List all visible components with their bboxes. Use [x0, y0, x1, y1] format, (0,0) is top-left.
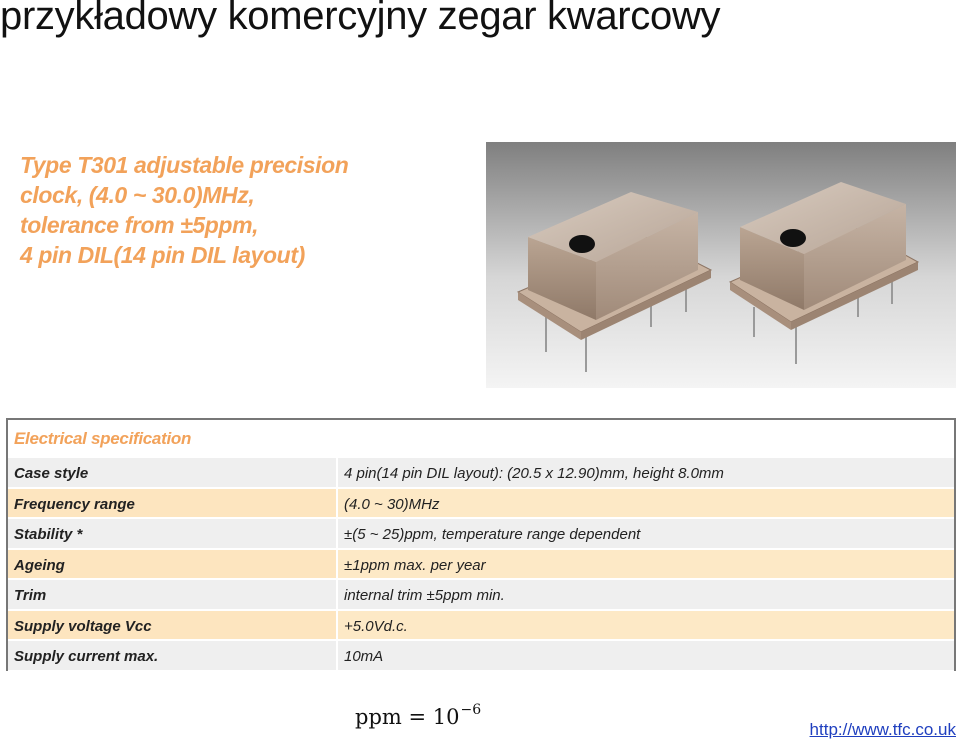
- spec-label: Trim: [8, 578, 336, 609]
- table-row: [8, 456, 954, 487]
- formula-base: 10: [432, 705, 460, 729]
- spec-label: Case style: [8, 456, 336, 487]
- spec-value: +5.0Vd.c.: [336, 609, 954, 640]
- product-description: [20, 150, 460, 270]
- crystal-oscillator-photo: [486, 142, 956, 388]
- product-description-line: 4 pin DIL(14 pin DIL layout): [20, 242, 305, 268]
- spec-value: ±(5 ~ 25)ppm, temperature range dependent: [336, 517, 954, 548]
- source-link[interactable]: http://www.tfc.co.uk: [809, 720, 956, 739]
- spec-label: Supply voltage Vcc: [8, 609, 336, 640]
- product-description-line: tolerance from ±5ppm,: [20, 212, 259, 238]
- formula-equals: =: [408, 705, 427, 729]
- spec-heading: Electrical specification: [14, 429, 192, 448]
- spec-value: 10mA: [336, 639, 954, 670]
- spec-value: (4.0 ~ 30)MHz: [336, 487, 954, 518]
- spec-table: [6, 418, 956, 671]
- product-description-line: clock, (4.0 ~ 30.0)MHz,: [20, 182, 255, 208]
- table-row: [8, 487, 954, 518]
- table-row: [8, 609, 954, 640]
- spec-label: Frequency range: [8, 487, 336, 518]
- spec-value: 4 pin(14 pin DIL layout): (20.5 x 12.90)mm, height 8.0mm: [336, 456, 954, 487]
- spec-label: Stability *: [8, 517, 336, 548]
- product-description-line: Type T301 adjustable precision: [20, 152, 349, 178]
- spec-value: ±1ppm max. per year: [336, 548, 954, 579]
- spec-label: Supply current max.: [8, 639, 336, 670]
- table-row: [8, 548, 954, 579]
- formula-lhs: ppm: [355, 705, 402, 729]
- slide-title: przykładowy komercyjny zegar kwarcowy: [0, 0, 721, 38]
- table-row: [8, 578, 954, 609]
- ppm-formula: [355, 702, 482, 729]
- spec-value: internal trim ±5ppm min.: [336, 578, 954, 609]
- table-row: [8, 639, 954, 670]
- table-row: [8, 517, 954, 548]
- spec-label: Ageing: [8, 548, 336, 579]
- formula-exponent: −6: [460, 702, 482, 718]
